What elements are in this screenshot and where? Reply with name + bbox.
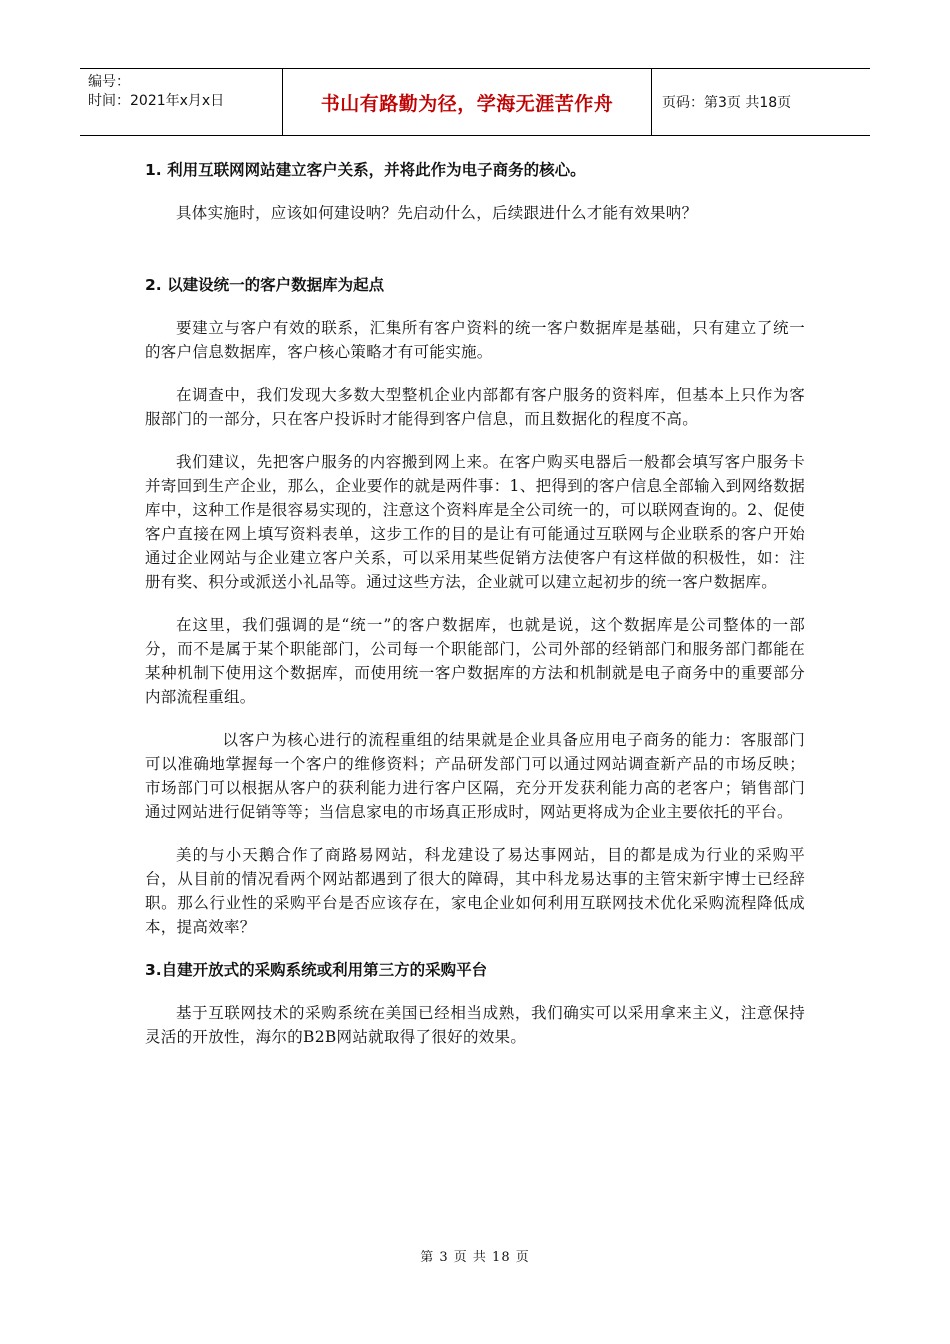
paragraph: 在这里，我们强调的是“统一”的客户数据库，也就是说，这个数据库是公司整体的一部分，而不是属于某个职能部门，公司每一个职能部门，公司外部的经销部门和服务部门都能在某种机制下使用这个数据库，而使用统一客户数据库的方法和机制就是电子商务中的重要部分内部流程重组。 [145, 616, 805, 706]
paragraph: 以客户为核心进行的流程重组的结果就是企业具备应用电子商务的能力：客服部门可以准确地掌握每一个客户的维修资料；产品研发部门可以通过网站调查新产品的市场反映；市场部门可以根据从客户的获利能力进行客户区隔，充分开发获利能力高的老客户；销售部门通过网站进行促销等等；当信息家电的市场真正形成时，网站更将成为企业主要依托的平台。 [145, 731, 805, 821]
document-body [145, 158, 805, 1049]
section-heading-1: 1. 利用互联网网站建立客户关系，并将此作为电子商务的核心。 [145, 161, 586, 179]
paragraph: 美的与小天鹅合作了商路易网站，科龙建设了易达事网站，目的都是成为行业的采购平台，从目前的情况看两个网站都遇到了很大的障碍，其中科龙易达事的主管宋新宇博士已经辞职。那么行业性的采购平台是否应该存在，家电企业如何利用互联网技术优化采购流程降低成本，提高效率？ [145, 846, 805, 936]
header-motto: 书山有路勤为径，学海无涯苦作舟 [282, 69, 652, 135]
paragraph: 在调查中，我们发现大多数大型整机企业内部都有客户服务的资料库，但基本上只作为客服部门的一部分，只在客户投诉时才能得到客户信息，而且数据化的程度不高。 [145, 386, 805, 428]
paragraph: 具体实施时，应该如何建设呐？先启动什么，后续跟进什么才能有效果呐？ [176, 204, 698, 222]
paragraph: 我们建议，先把客户服务的内容搬到网上来。在客户购买电器后一般都会填写客户服务卡并寄回到生产企业，那么，企业要作的就是两件事：1、把得到的客户信息全部输入到网络数据库中，这种工作是很容易实现的，注意这个资料库是全公司统一的，可以联网查询的。2、促使客户直接在网上填写资料表单，这步工作的目的是让有可能通过互联网与企业联系的客户开始通过企业网站与企业建立客户关系，可以采用某些促销方法使客户有这样做的积极性，如：注册有奖、积分或派送小礼品等。通过这些方法，企业就可以建立起初步的统一客户数据库。 [145, 453, 805, 591]
header-time-label: 时间：2021年x月x日 [88, 93, 225, 109]
paragraph: 基于互联网技术的采购系统在美国已经相当成熟，我们确实可以采用拿来主义，注意保持灵活的开放性，海尔的B2B网站就取得了很好的效果。 [145, 1004, 805, 1046]
page-header [80, 68, 870, 136]
section-heading-3: 3.自建开放式的采购系统或利用第三方的采购平台 [145, 961, 488, 979]
header-page-info: 页码：第3页 共18页 [662, 95, 792, 111]
header-number-label: 编号： [88, 74, 130, 90]
paragraph: 要建立与客户有效的联系，汇集所有客户资料的统一客户数据库是基础，只有建立了统一的客户信息数据库，客户核心策略才有可能实施。 [145, 319, 805, 361]
header-meta [80, 69, 282, 135]
page-footer: 第 3 页 共 18 页 [420, 1250, 530, 1265]
section-heading-2: 2. 以建设统一的客户数据库为起点 [145, 276, 385, 294]
